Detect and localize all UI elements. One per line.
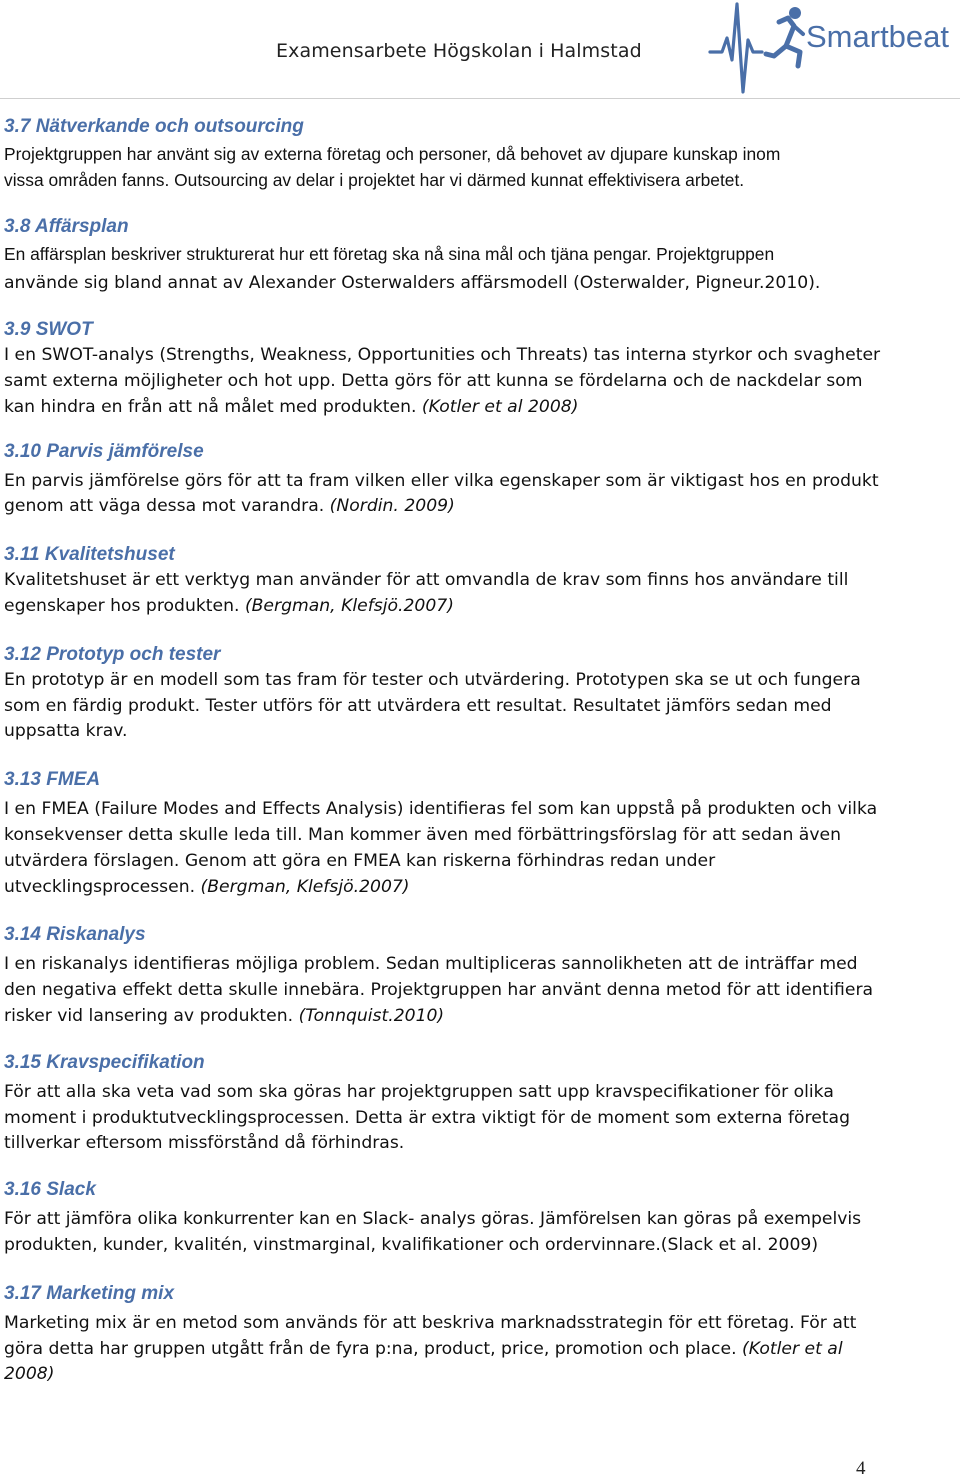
line-text: risker vid lansering av produkten.: [4, 1005, 299, 1026]
section-heading: 3.7 Nätverkande och outsourcing: [4, 116, 304, 137]
section-heading: 3.8 Affärsplan: [4, 215, 129, 237]
section-heading: 3.9 SWOT: [4, 319, 93, 341]
citation: (Kotler et al: [742, 1338, 843, 1359]
section-heading: 3.15 Kravspecifikation: [4, 1051, 205, 1073]
section-3-11: [4, 542, 954, 620]
section-heading: 3.14 Riskanalys: [4, 924, 146, 946]
section-heading: 3.10 Parvis jämförelse: [4, 440, 204, 462]
section-3-15: [4, 1050, 954, 1157]
section-heading: 3.13 FMEA: [4, 769, 101, 791]
paragraph-line: [4, 494, 954, 520]
header-divider: [0, 98, 960, 99]
section-3-12: [4, 642, 954, 745]
paragraph-line: den negativa effekt detta skulle innebära. Projektgruppen har använt denna metod för att identifiera: [4, 980, 874, 1001]
paragraph-line: [4, 594, 954, 620]
paragraph-line: Projektgruppen har använt sig av externa företag och personer, då behovet av djupare kunskap inom: [4, 144, 781, 164]
paragraph-line: För att alla ska veta vad som ska göras har projektgruppen satt upp kravspecifikationer för olika: [4, 1081, 834, 1102]
citation: (Bergman, Klefsjö.2007): [244, 595, 454, 616]
document-body: [4, 114, 954, 1388]
section-heading: 3.11 Kvalitetshuset: [4, 544, 175, 566]
header-title: Examensarbete Högskolan i Halmstad: [276, 40, 642, 62]
paragraph-line: samt externa möjligheter och hot upp. Detta görs för att kunna se fördelarna och de nackdelar som: [4, 370, 863, 391]
paragraph-line: konsekvenser detta skulle leda till. Man kommer även med förbättringsförslag för att sedan även: [4, 824, 841, 845]
line-text: utvecklingsprocessen.: [4, 876, 201, 897]
section-3-13: [4, 767, 954, 900]
section-3-9: [4, 317, 954, 420]
paragraph-line: I en riskanalys identifieras möjliga problem. Sedan multipliceras sannolikheten att de inträffar med: [4, 954, 858, 975]
heartbeat-icon: [710, 4, 762, 92]
paragraph-line: Kvalitetshuset är ett verktyg man använder för att omvandla de krav som finns hos användare till: [4, 570, 849, 591]
section-heading: 3.12 Prototyp och tester: [4, 643, 221, 665]
line-text: kan hindra en från att nå målet med produkten.: [4, 396, 422, 417]
line-text: egenskaper hos produkten.: [4, 595, 245, 616]
smartbeat-logo: [706, 0, 956, 96]
line-text: göra detta har gruppen utgått från de fyra p:na, product, price, promotion och place.: [4, 1338, 743, 1359]
citation: (Nordin. 2009): [329, 496, 455, 517]
paragraph-line: En parvis jämförelse görs för att ta fram vilken eller vilka egenskaper som är viktigast hos en produkt: [4, 470, 879, 491]
paragraph-line: Marketing mix är en metod som används för att beskriva marknadsstrategin för ett företag. För att: [4, 1312, 857, 1333]
paragraph-line: [4, 1004, 954, 1030]
section-3-8: [4, 214, 954, 298]
runner-icon: [766, 7, 803, 66]
paragraph-line: moment i produktutvecklingsprocessen. Detta är extra viktigt för de moment som externa företag: [4, 1107, 850, 1128]
paragraph-line: vissa områden fanns. Outsourcing av delar i projektet har vi därmed kunnat effektivisera arbetet.: [4, 169, 745, 190]
line-text: genom att väga dessa mot varandra.: [4, 496, 330, 517]
paragraph-line: [4, 1337, 954, 1363]
paragraph-line: produkten, kunder, kvalitén, vinstmarginal, kvalifikationer och ordervinnare.(Slack et al. 2009): [4, 1234, 819, 1255]
citation: 2008): [4, 1364, 55, 1385]
paragraph-line: För att jämföra olika konkurrenter kan en Slack- analys göras. Jämförelsen kan göras på exempelvis: [4, 1209, 862, 1230]
citation: (Bergman, Klefsjö.2007): [200, 876, 410, 897]
section-heading: 3.17 Marketing mix: [4, 1282, 175, 1304]
paragraph-line: uppsatta krav.: [4, 721, 128, 742]
paragraph-line: I en SWOT-analys (Strengths, Weakness, Opportunities och Threats) tas interna styrkor och svagheter: [4, 345, 881, 366]
paragraph-line: En affärsplan beskriver strukturerat hur ett företag ska nå sina mål och tjäna pengar. Projektgruppen: [4, 243, 775, 264]
logo-text: Smartbeat: [806, 19, 950, 54]
section-3-16: [4, 1177, 954, 1259]
citation: (Kotler et al 2008): [421, 396, 579, 417]
paragraph-line: [4, 875, 954, 901]
paragraph-line: [4, 1362, 954, 1388]
paragraph-line: tillverkar eftersom missförstånd då förhindras.: [4, 1133, 405, 1154]
section-heading: 3.16 Slack: [4, 1179, 96, 1201]
section-3-10: [4, 439, 954, 521]
paragraph-line: som en färdig produkt. Tester utförs för att utvärdera ett resultat. Resultatet jämförs sedan med: [4, 695, 832, 716]
citation: (Tonnquist.2010): [298, 1005, 445, 1026]
paragraph-line: använde sig bland annat av Alexander Osterwalders affärsmodell (Osterwalder, Pigneur.2010).: [4, 273, 821, 294]
section-3-17: [4, 1281, 954, 1388]
section-3-14: [4, 922, 954, 1029]
page-number: 4: [856, 1458, 866, 1479]
paragraph-line: En prototyp är en modell som tas fram för tester och utvärdering. Prototypen ska se ut och fungera: [4, 669, 861, 690]
paragraph-line: [4, 395, 954, 421]
section-3-7: [4, 114, 954, 194]
paragraph-line: I en FMEA (Failure Modes and Effects Analysis) identifieras fel som kan uppstå på produkten och vilka: [4, 799, 878, 820]
paragraph-line: utvärdera förslagen. Genom att göra en FMEA kan riskerna förhindras redan under: [4, 850, 716, 871]
